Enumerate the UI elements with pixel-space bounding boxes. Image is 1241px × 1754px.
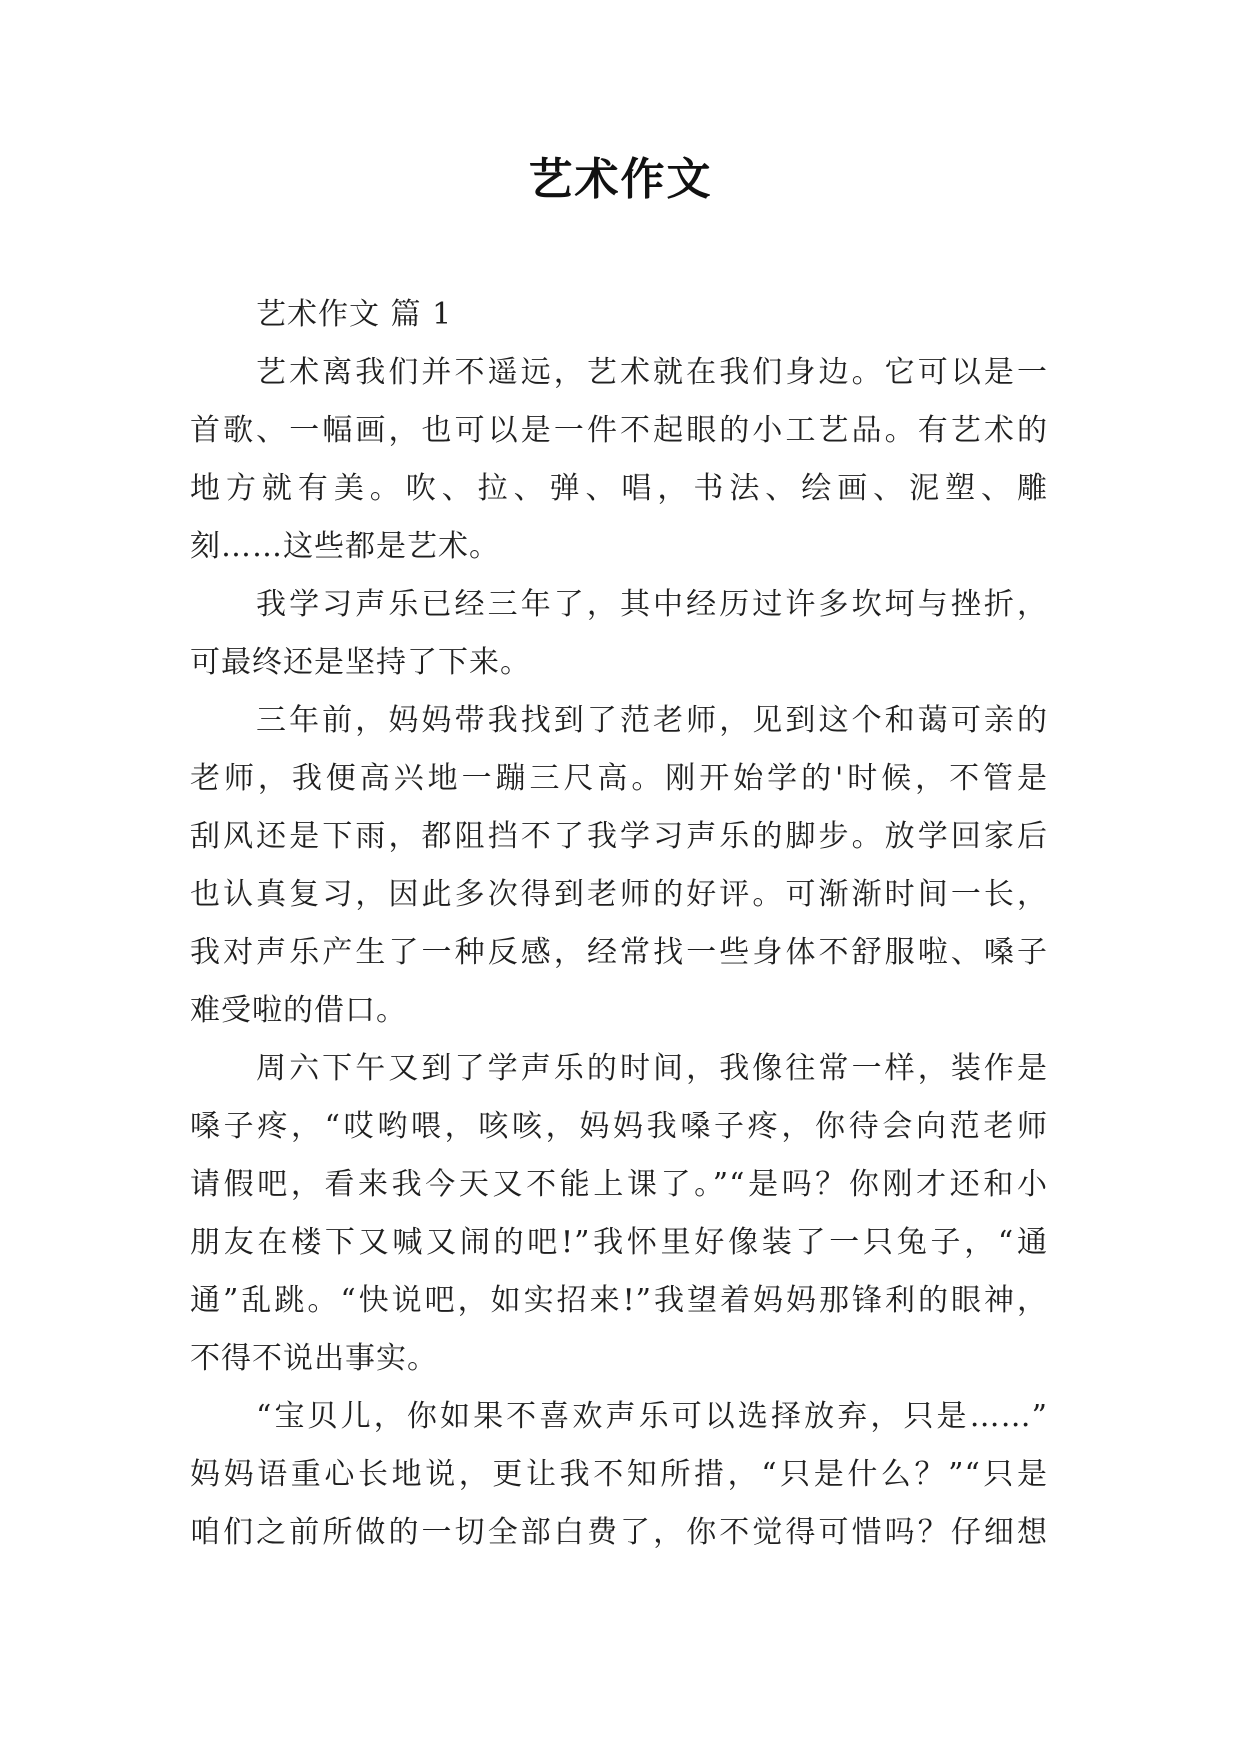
text-line: 我学习声乐已经三年了，其中经历过许多坎坷与挫折， [256, 587, 1048, 622]
text-line: 周六下午又到了学声乐的时间，我像往常一样，装作是 [256, 1051, 1048, 1086]
text-line: 嗓子疼，“哎哟喂，咳咳，妈妈我嗓子疼，你待会向范老师 [190, 1109, 1048, 1144]
text-line: 朋友在楼下又喊又闹的吧!”我怀里好像装了一只兔子，“通 [190, 1225, 1048, 1260]
text-line: 刮风还是下雨，都阻挡不了我学习声乐的脚步。放学回家后 [190, 819, 1048, 854]
text-line: 地方就有美。吹、拉、弹、唱，书法、绘画、泥塑、雕 [190, 471, 1048, 506]
document-title: 艺术作文 [528, 154, 713, 205]
text-line: 可最终还是坚持了下来。 [190, 645, 531, 680]
text-line: 通”乱跳。“快说吧，如实招来!”我望着妈妈那锋利的眼神， [190, 1283, 1048, 1318]
text-line: 妈妈语重心长地说，更让我不知所措，“只是什么？”“只是 [190, 1457, 1048, 1492]
text-line: 老师，我便高兴地一蹦三尺高。刚开始学的'时候，不管是 [190, 761, 1048, 796]
text-line: 请假吧，看来我今天又不能上课了。”“是吗？你刚才还和小 [190, 1167, 1048, 1202]
text-line: 也认真复习，因此多次得到老师的好评。可渐渐时间一长， [190, 877, 1048, 912]
text-line: 难受啦的借口。 [190, 993, 407, 1028]
text-line: “宝贝儿，你如果不喜欢声乐可以选择放弃，只是……” [256, 1399, 1048, 1434]
text-line: 不得不说出事实。 [190, 1341, 438, 1376]
text-line: 三年前，妈妈带我找到了范老师，见到这个和蔼可亲的 [256, 703, 1048, 738]
text-line: 咱们之前所做的一切全部白费了，你不觉得可惜吗？仔细想 [190, 1515, 1048, 1550]
document-body [190, 286, 1048, 1562]
text-line: 艺术离我们并不遥远，艺术就在我们身边。它可以是一 [256, 355, 1048, 390]
text-line: 我对声乐产生了一种反感，经常找一些身体不舒服啦、嗓子 [190, 935, 1048, 970]
text-line: 首歌、一幅画，也可以是一件不起眼的小工艺品。有艺术的 [190, 413, 1048, 448]
text-line: 刻……这些都是艺术。 [190, 529, 500, 564]
section-heading: 艺术作文 篇 1 [256, 297, 453, 332]
